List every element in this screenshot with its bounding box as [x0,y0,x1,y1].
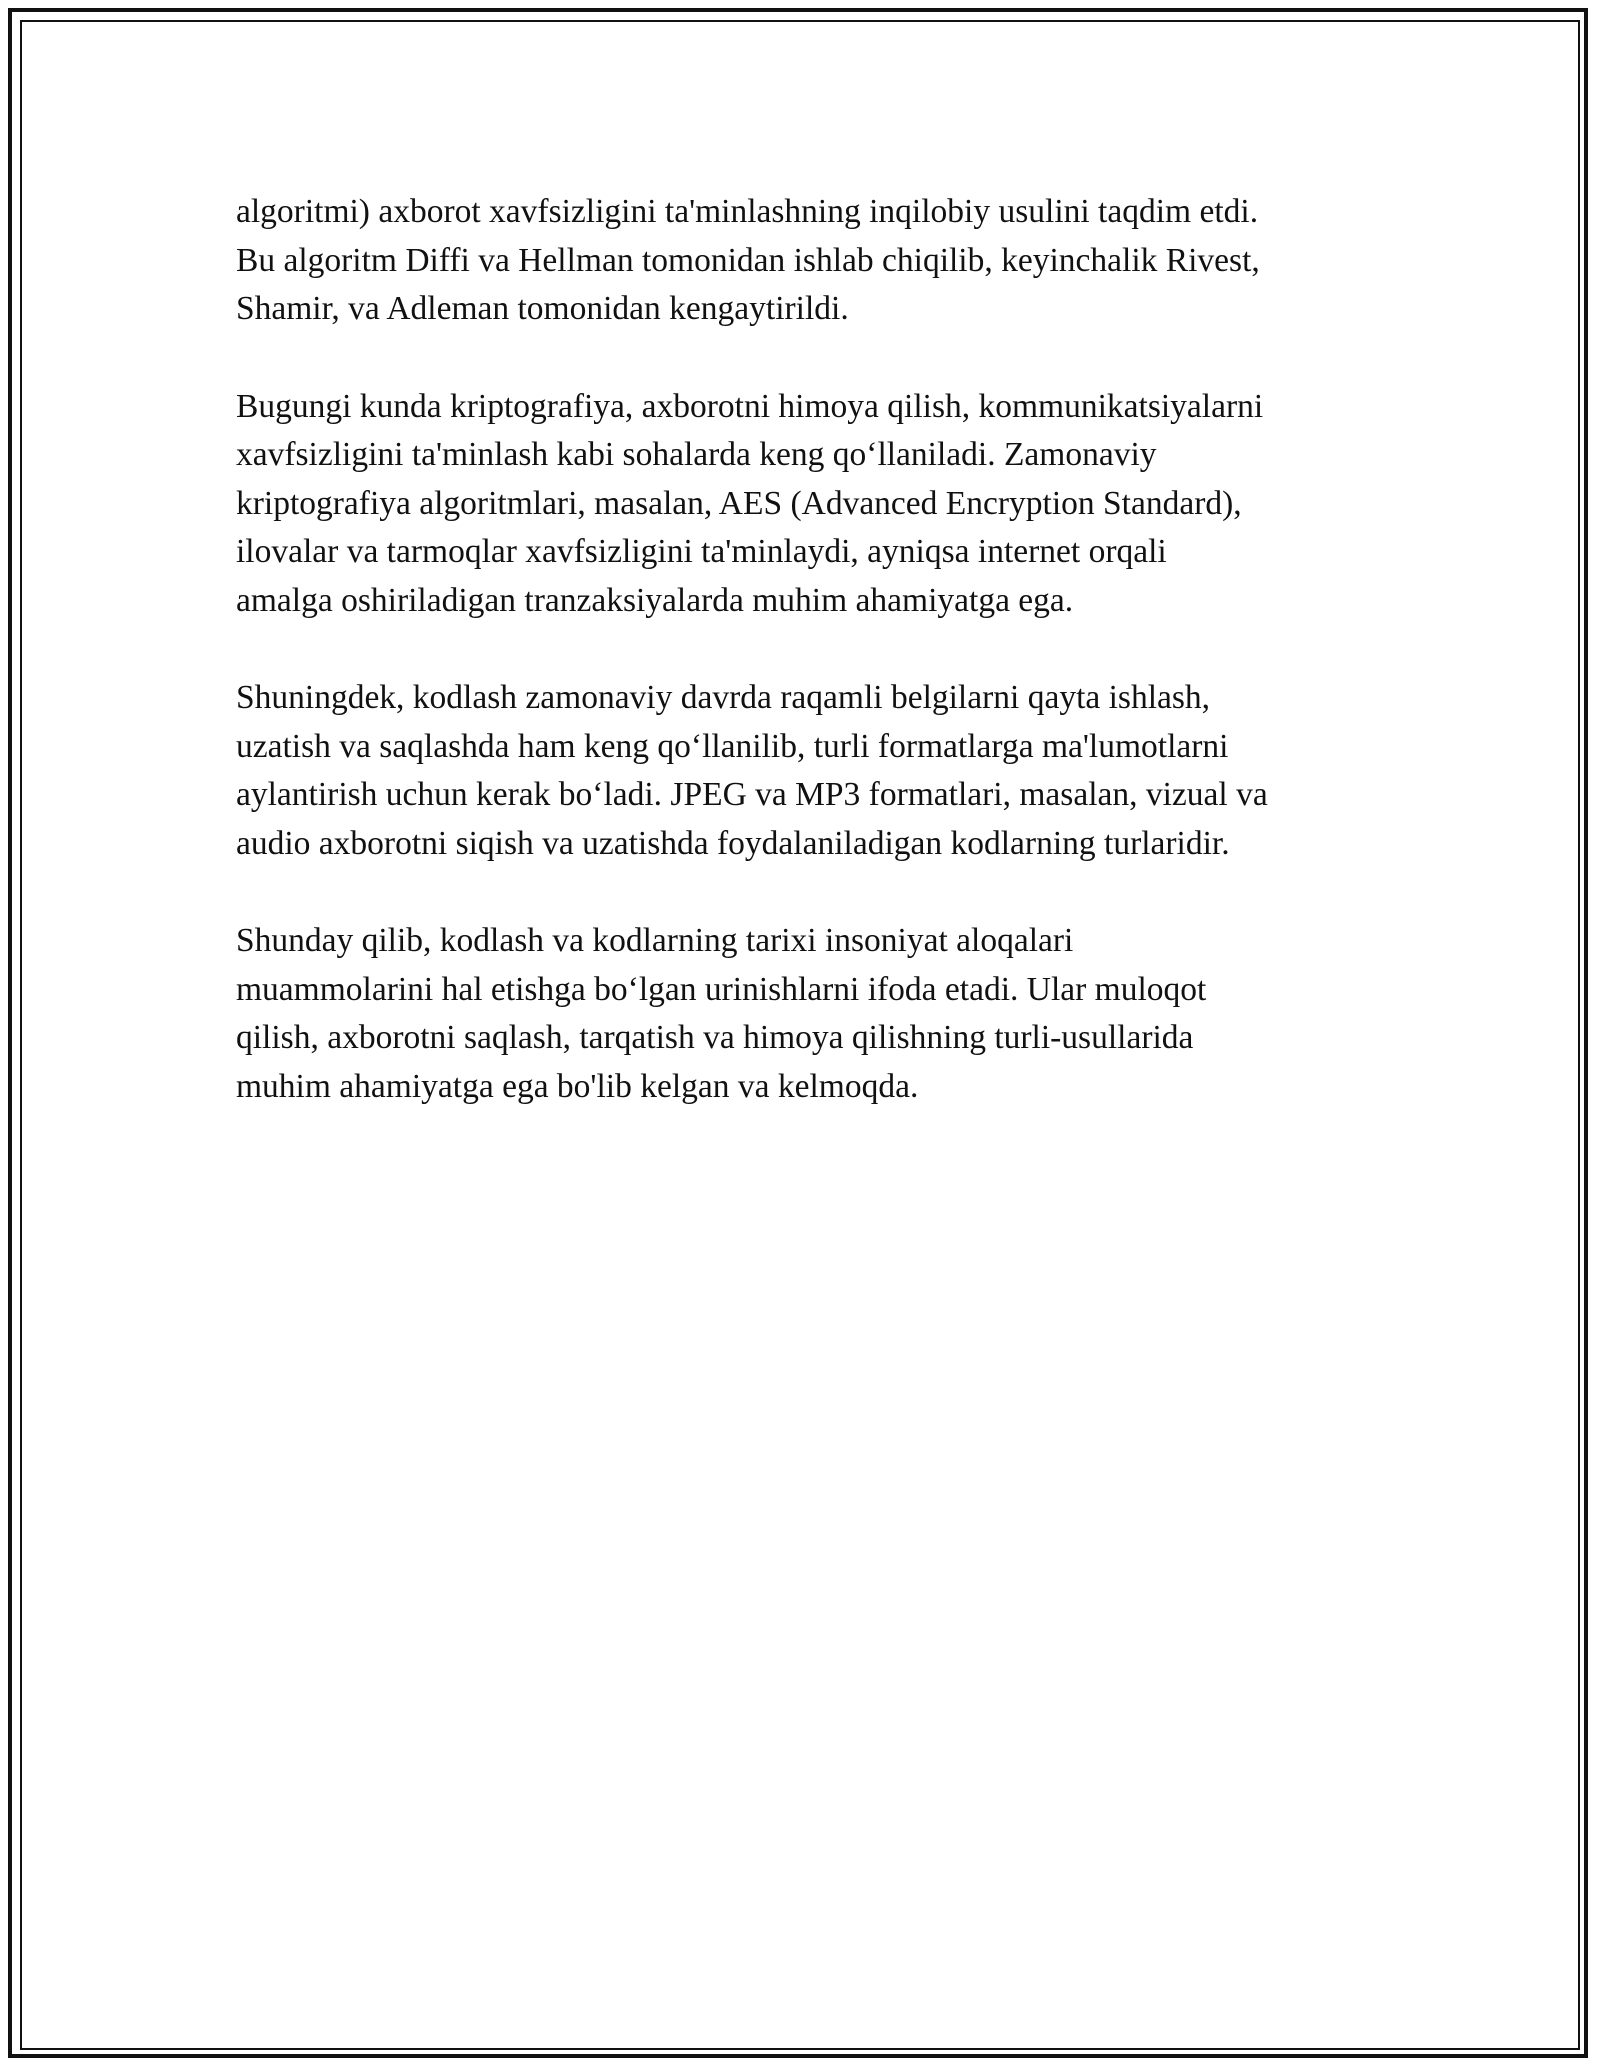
paragraph-1 [236,188,1376,334]
paragraph-2 [236,383,1376,626]
paragraph-4 [236,917,1376,1111]
text-line: qilish, axborotni saqlash, tarqatish va himoya qilishning turli-usullarida [236,1019,1194,1056]
text-line: uzatish va saqlashda ham keng qo‘llanilib, turli formatlarga ma'lumotlarni [236,727,1229,765]
text-line: Shamir, va Adleman tomonidan kengaytirildi. [236,290,849,327]
text-line: algoritmi) axborot xavfsizligini ta'minlashning inqilobiy usulini taqdim etdi. [236,193,1259,230]
text-line: muhim ahamiyatga ega bo'lib kelgan va kelmoqda. [236,1067,919,1105]
text-line: ilovalar va tarmoqlar xavfsizligini ta'minlaydi, ayniqsa internet orqali [236,533,1167,570]
text-line: amalga oshiriladigan tranzaksiyalarda muhim ahamiyatga ega. [236,581,1074,619]
page-content [236,188,1376,1160]
text-line: Bugungi kunda kriptografiya, axborotni himoya qilish, kommunikatsiyalarni [236,387,1264,425]
text-line: audio axborotni siqish va uzatishda foydalaniladigan kodlarning turlaridir. [236,824,1230,862]
text-line: muammolarini hal etishga bo‘lgan urinishlarni ifoda etadi. Ular muloqot [236,970,1207,1008]
text-line: Shunday qilib, kodlash va kodlarning tarixi insoniyat aloqalari [236,922,1074,959]
paragraph-3 [236,674,1376,868]
text-line: xavfsizligini ta'minlash kabi sohalarda keng qo‘llaniladi. Zamonaviy [236,436,1157,473]
text-line: aylantirish uchun kerak bo‘ladi. JPEG va MP3 formatlari, masalan, vizual va [236,776,1268,813]
text-line: Bu algoritm Diffi va Hellman tomonidan ishlab chiqilib, keyinchalik Rivest, [236,241,1260,279]
text-line: Shuningdek, kodlash zamonaviy davrda raqamli belgilarni qayta ishlash, [236,679,1211,716]
text-line: kriptografiya algoritmlari, masalan, AES (Advanced Encryption Standard), [236,484,1242,522]
